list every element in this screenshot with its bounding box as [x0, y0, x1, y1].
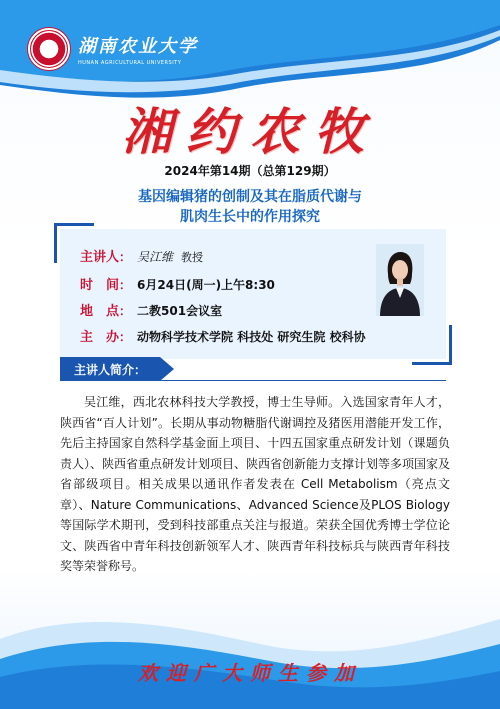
host-row: 主 办 ： 动物科学技术学院 科技处 研究生院 校科协 [80, 326, 366, 345]
host-value: 动物科学技术学院 科技处 研究生院 校科协 [137, 330, 366, 344]
corner-bracket-bottom-right [412, 325, 452, 365]
university-name-cn: 湖南农业大学 [78, 36, 198, 57]
speaker-photo [376, 244, 424, 316]
time-value: 6月24日(周一)上午8:30 [137, 278, 275, 292]
time-label: 时 间 [80, 278, 120, 293]
lecture-topic-line-1: 基因编辑猪的创制及其在脂质代谢与 [138, 189, 362, 205]
university-logo [28, 28, 198, 70]
event-info-box [60, 229, 446, 359]
time-row: 时 间 ： 6月24日(周一)上午8:30 [80, 274, 275, 293]
issue-number: 2024年第14期（总第129期） [164, 164, 336, 178]
place-label: 地 点 [80, 304, 120, 319]
lecture-topic [0, 187, 500, 227]
speaker-bio: 吴江维，西北农林科技大学教授，博士生导师。入选国家青年人才，陕西省“百人计划”。长期从事动物糖脂代谢调控及猪医用潜能开发工作，先后主持国家自然科学基金面上项目、十四五国家重点研发计划（课题负责人）、陕西省重点研发计划项目、陕西省创新能力支撑计划等多项国家及省部级项目。相关成果以通讯作者发表在 Cell Metabolism（亮点文章）、Nature Communications、Advanced Science及PLOS Biology等国际学术期刊，受到科技部重点关注与报道。荣获全国优秀博士学位论文、陕西省中青年科技创新领军人才、陕西青年科技标兵与陕西青年科技奖等荣誉称号。 [60, 395, 451, 573]
speaker-title: 教授 [181, 251, 204, 264]
university-seal-icon [28, 28, 70, 70]
place-row: 地 点 ： 二教501会议室 [80, 300, 222, 319]
speaker-name: 吴江维 [137, 250, 174, 264]
lecture-topic-line-2: 肌肉生长中的作用探究 [180, 209, 320, 225]
welcome-message: 欢迎广大师生参加 [138, 661, 362, 685]
speaker-label: 主讲人 [80, 250, 120, 265]
speaker-intro-heading: 主讲人简介： [60, 357, 160, 381]
bottom-wave-decoration [0, 599, 500, 709]
speaker-row: 主讲人 ： 吴江维 教授 [80, 246, 203, 265]
university-name-en: HUNAN AGRICULTURAL UNIVERSITY [78, 60, 182, 66]
section-divider [60, 380, 446, 381]
host-label: 主 办 [80, 330, 120, 345]
place-value: 二教501会议室 [137, 304, 223, 318]
poster-title: 湘约农牧 [122, 102, 378, 161]
